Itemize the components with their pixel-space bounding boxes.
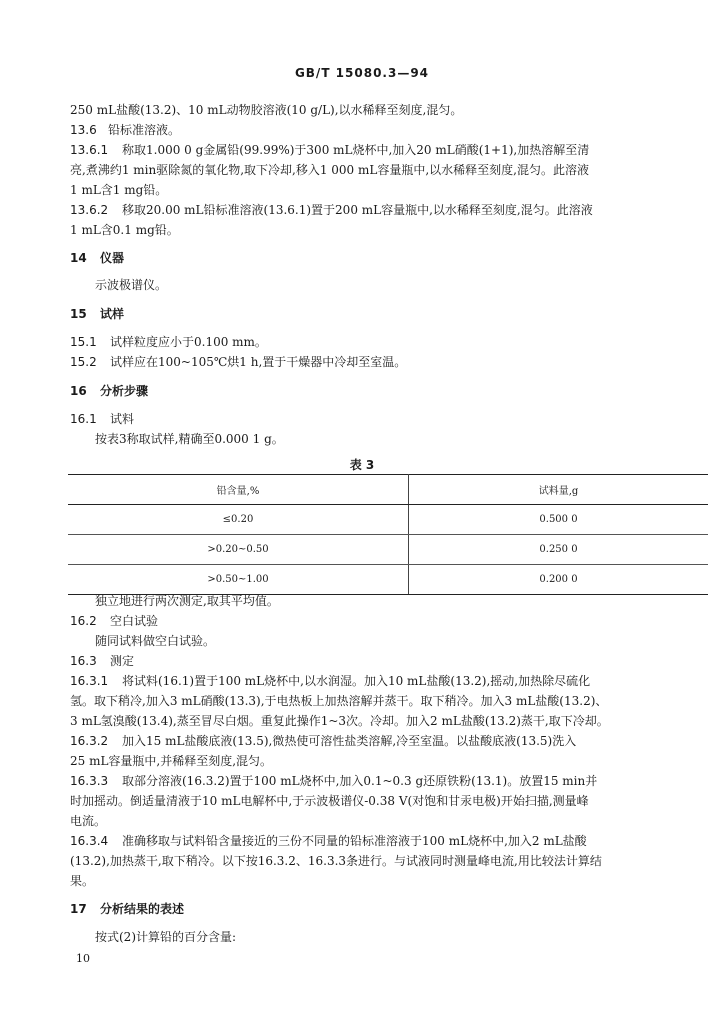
clause-number: 13.6 (70, 123, 97, 137)
clause-16-3-4 (70, 832, 587, 850)
clause-text: 试样粒度应小于0.100 mm。 (110, 335, 267, 349)
section-17-heading (70, 900, 184, 918)
text-line: 电流。 (70, 814, 107, 828)
text-line: 果。 (70, 874, 95, 888)
section-14-heading (70, 249, 124, 267)
section-17-body: 按式(2)计算铅的百分含量: (95, 930, 237, 944)
clause-15-1 (70, 333, 267, 351)
clause-16-3-2 (70, 732, 576, 750)
clause-16-2 (70, 612, 158, 630)
section-number: 15 (70, 307, 87, 321)
clause-16-2-body: 随同试料做空白试验。 (95, 634, 216, 648)
text-content: 1 mL含1 mg铅。 (70, 183, 168, 197)
table-cell: 0.250 0 (409, 535, 709, 565)
table-cell: ≤0.20 (68, 505, 409, 535)
text-line (70, 221, 179, 239)
clause-16-3-3 (70, 772, 597, 790)
clause-text: 铅标准溶液。 (108, 123, 181, 137)
clause-text: 将试料(16.1)置于100 mL烧杯中,以水润湿。加入10 mL盐酸(13.2),摇动,加热除尽硫化 (122, 674, 591, 688)
table-cell: 0.500 0 (409, 505, 709, 535)
table-row (68, 505, 708, 535)
section-number: 16 (70, 384, 87, 398)
table-row (68, 565, 708, 595)
clause-number: 13.6.2 (70, 203, 109, 217)
section-15-heading (70, 305, 124, 323)
clause-text: 称取1.000 0 g金属铅(99.99%)于300 mL烧杯中,加入20 mL硝酸(1+1),加热溶解至清 (122, 143, 590, 157)
clause-title: 空白试验 (110, 614, 159, 628)
text-line: 氢。取下稍冷,加入3 mL硝酸(13.3),于电热板上加热溶解并蒸干。取下稍冷。加入3 mL盐酸(13.2)、 (70, 694, 608, 708)
section-title: 试样 (100, 307, 125, 321)
table-cell: >0.20~0.50 (68, 535, 409, 565)
clause-title: 测定 (110, 654, 135, 668)
table-row (68, 535, 708, 565)
clause-number: 15.1 (70, 335, 97, 349)
page-number: 10 (76, 952, 90, 965)
clause-13-6-2 (70, 201, 593, 219)
text-line (70, 181, 167, 199)
text-line: 时加摇动。倒适量清液于10 mL电解杯中,于示波极谱仪-0.38 V(对饱和甘汞电极)开始扫描,测量峰 (70, 794, 589, 808)
clause-text: 准确移取与试料铅含量接近的三份不同量的铅标准溶液于100 mL烧杯中,加入2 mL盐酸 (122, 834, 587, 848)
clause-number: 16.3.4 (70, 834, 109, 848)
clause-16-1-body: 按表3称取试样,精确至0.000 1 g。 (95, 432, 284, 446)
clause-title: 试料 (110, 412, 135, 426)
clause-16-1 (70, 410, 134, 428)
clause-16-3 (70, 652, 134, 670)
standard-header: GB/T 15080.3—94 (294, 66, 430, 80)
text-line: (13.2),加热蒸干,取下稍冷。以下按16.3.2、16.3.3条进行。与试液同时测量峰电流,用比较法计算结 (70, 854, 602, 868)
section-16-heading (70, 382, 148, 400)
section-number: 14 (70, 251, 87, 265)
clause-number: 16.3.2 (70, 734, 109, 748)
text-line: 25 mL容量瓶中,并稀释至刻度,混匀。 (70, 754, 273, 768)
clause-13-6 (70, 121, 180, 139)
section-title: 分析步骤 (100, 384, 149, 398)
clause-15-2 (70, 353, 406, 371)
column-header-sample-mass: 试料量,g (409, 475, 709, 505)
clause-text: 移取20.00 mL铅标准溶液(13.6.1)置于200 mL容量瓶中,以水稀释至刻度,混匀。此溶液 (122, 203, 593, 217)
clause-number: 16.3 (70, 654, 97, 668)
table-note: 独立地进行两次测定,取其平均值。 (95, 594, 279, 608)
section-14-body: 示波极谱仪。 (95, 278, 168, 292)
clause-number: 13.6.1 (70, 143, 109, 157)
text-line: 3 mL氢溴酸(13.4),蒸至冒尽白烟。重复此操作1~3次。冷却。加入2 mL盐酸(13.2)蒸干,取下冷却。 (70, 714, 609, 728)
text-line (70, 161, 589, 179)
clause-number: 16.1 (70, 412, 97, 426)
text-content: 1 mL含0.1 mg铅。 (70, 223, 179, 237)
clause-number: 16.3.1 (70, 674, 109, 688)
clause-number: 15.2 (70, 355, 97, 369)
column-header-lead-content: 铅含量,% (68, 475, 409, 505)
text-content: 250 mL盐酸(13.2)、10 mL动物胶溶液(10 g/L),以水稀释至刻度,混匀。 (70, 103, 463, 117)
table-header-row (68, 475, 708, 505)
table-caption: 表 3 (349, 458, 375, 472)
clause-text: 取部分溶液(16.3.2)置于100 mL烧杯中,加入0.1~0.3 g还原铁粉(13.1)。放置15 min并 (122, 774, 598, 788)
clause-number: 16.3.3 (70, 774, 109, 788)
section-title: 分析结果的表述 (100, 902, 185, 916)
clause-number: 16.2 (70, 614, 97, 628)
table-3 (68, 474, 708, 595)
section-title: 仪器 (100, 251, 125, 265)
text-content: 亮,煮沸约1 min驱除氮的氧化物,取下冷却,移入1 000 mL容量瓶中,以水稀释至刻度,混匀。此溶液 (70, 163, 589, 177)
clause-text: 加入15 mL盐酸底液(13.5),微热使可溶性盐类溶解,冷至室温。以盐酸底液(13.5)洗入 (122, 734, 577, 748)
section-number: 17 (70, 902, 87, 916)
table-cell: 0.200 0 (409, 565, 709, 595)
text-line (70, 101, 462, 119)
clause-text: 试样应在100~105℃烘1 h,置于干燥器中冷却至室温。 (110, 355, 407, 369)
clause-13-6-1 (70, 141, 589, 159)
table-cell: >0.50~1.00 (68, 565, 409, 595)
clause-16-3-1 (70, 672, 590, 690)
